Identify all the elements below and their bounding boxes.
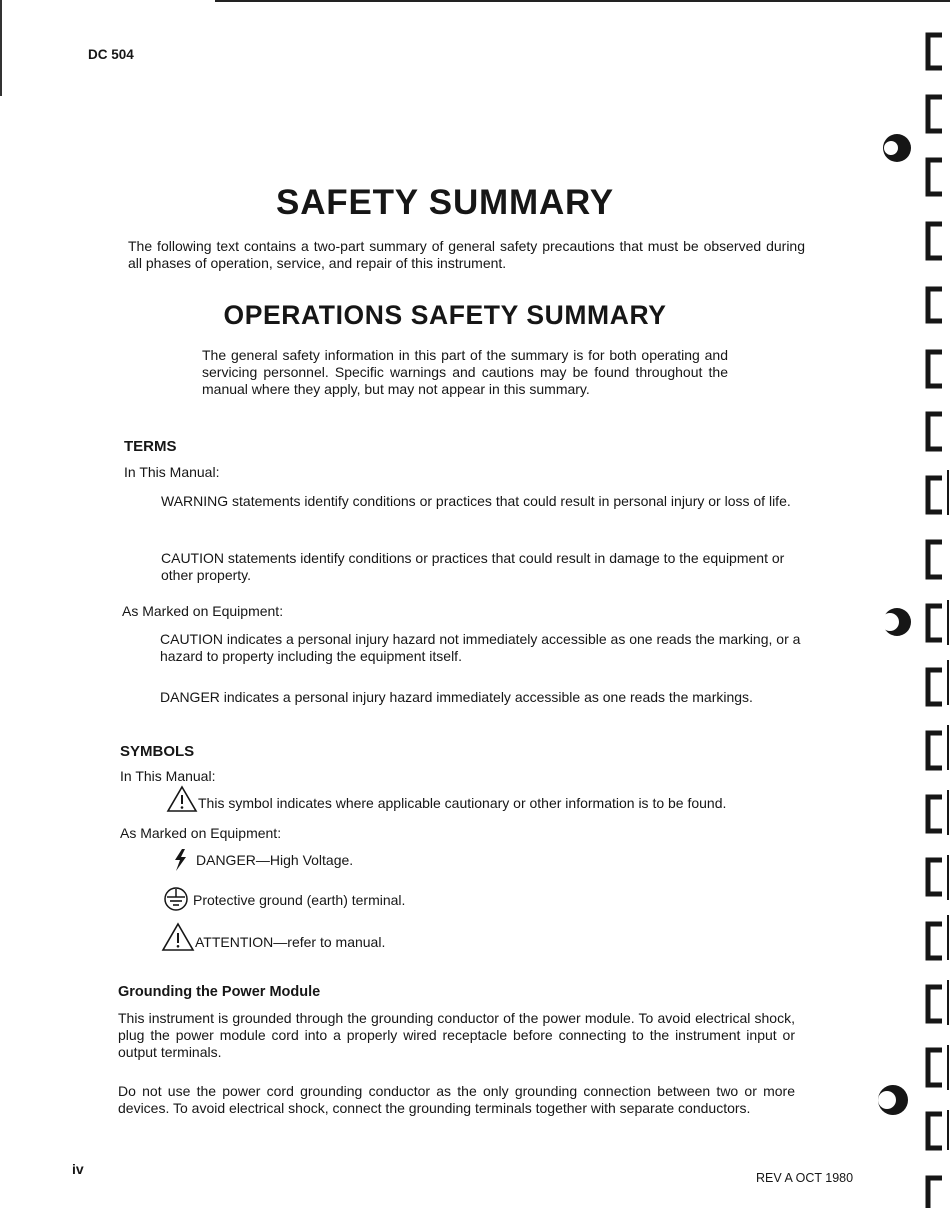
manual-symbol-row <box>166 785 726 813</box>
symbol-row-attention <box>161 922 385 952</box>
symbol-row-high-voltage <box>170 848 353 872</box>
binding-comb <box>868 0 950 1208</box>
protective-ground-icon <box>162 886 190 912</box>
high-voltage-icon <box>170 848 192 872</box>
manual-symbol-description: This symbol indicates where applicable cautionary or other information is to be found. <box>198 795 727 811</box>
symbols-in-manual-label: In This Manual: <box>120 768 216 784</box>
grounding-heading: Grounding the Power Module <box>118 984 321 1000</box>
attention-triangle-icon <box>161 922 195 952</box>
equipment-danger-definition: DANGER indicates a personal injury hazard immediately accessible as one reads the markings. <box>160 689 753 705</box>
symbol-description: ATTENTION—refer to manual. <box>195 934 386 950</box>
symbol-description: DANGER—High Voltage. <box>196 852 354 868</box>
caution-definition: CAUTION statements identify conditions or practices that could result in damage to the equipment or other property. <box>161 550 785 583</box>
terms-heading: TERMS <box>124 438 177 455</box>
revision-date: REV A OCT 1980 <box>756 1171 854 1185</box>
equipment-caution-definition: CAUTION indicates a personal injury hazard not immediately accessible as one reads the marking, or a hazard to property including the equipment itself. <box>160 631 801 664</box>
intro-paragraph: The following text contains a two-part summary of general safety precautions that must be observed during all phases of operation, service, and repair of this instrument. <box>128 238 805 271</box>
comb-rings <box>928 35 942 1208</box>
symbols-heading: SYMBOLS <box>120 743 195 760</box>
top-border-rule <box>215 0 950 2</box>
page-title: SAFETY SUMMARY <box>276 183 614 222</box>
symbol-description: Protective ground (earth) terminal. <box>193 892 406 908</box>
terms-on-equipment-label: As Marked on Equipment: <box>122 603 284 619</box>
operations-intro-paragraph: The general safety information in this part of the summary is for both operating and servicing personnel. Specific warnings and cautions may be found throughout the manual where they apply, but may not appear in this summary. <box>202 347 728 397</box>
page-number: iv <box>72 1161 84 1177</box>
caution-triangle-icon <box>166 785 198 813</box>
grounding-paragraph-2: Do not use the power cord grounding conductor as the only grounding connection between two or more devices. To avoid electrical shock, connect the grounding terminals together with separate conductors. <box>118 1083 795 1116</box>
warning-definition: WARNING statements identify conditions or practices that could result in personal injury or loss of life. <box>161 493 791 509</box>
punch-holes <box>878 134 911 1115</box>
symbols-on-equipment-label: As Marked on Equipment: <box>120 825 282 841</box>
left-border-rule <box>0 0 2 96</box>
grounding-paragraph-1: This instrument is grounded through the grounding conductor of the power module. To avoid electrical shock, plug the power module cord into a properly wired receptacle before connecting to the instrument input or output terminals. <box>118 1010 795 1060</box>
terms-in-manual-label: In This Manual: <box>124 464 220 480</box>
symbol-row-protective-ground <box>162 886 405 912</box>
operations-heading: OPERATIONS SAFETY SUMMARY <box>223 300 667 330</box>
document-id: DC 504 <box>88 47 134 62</box>
